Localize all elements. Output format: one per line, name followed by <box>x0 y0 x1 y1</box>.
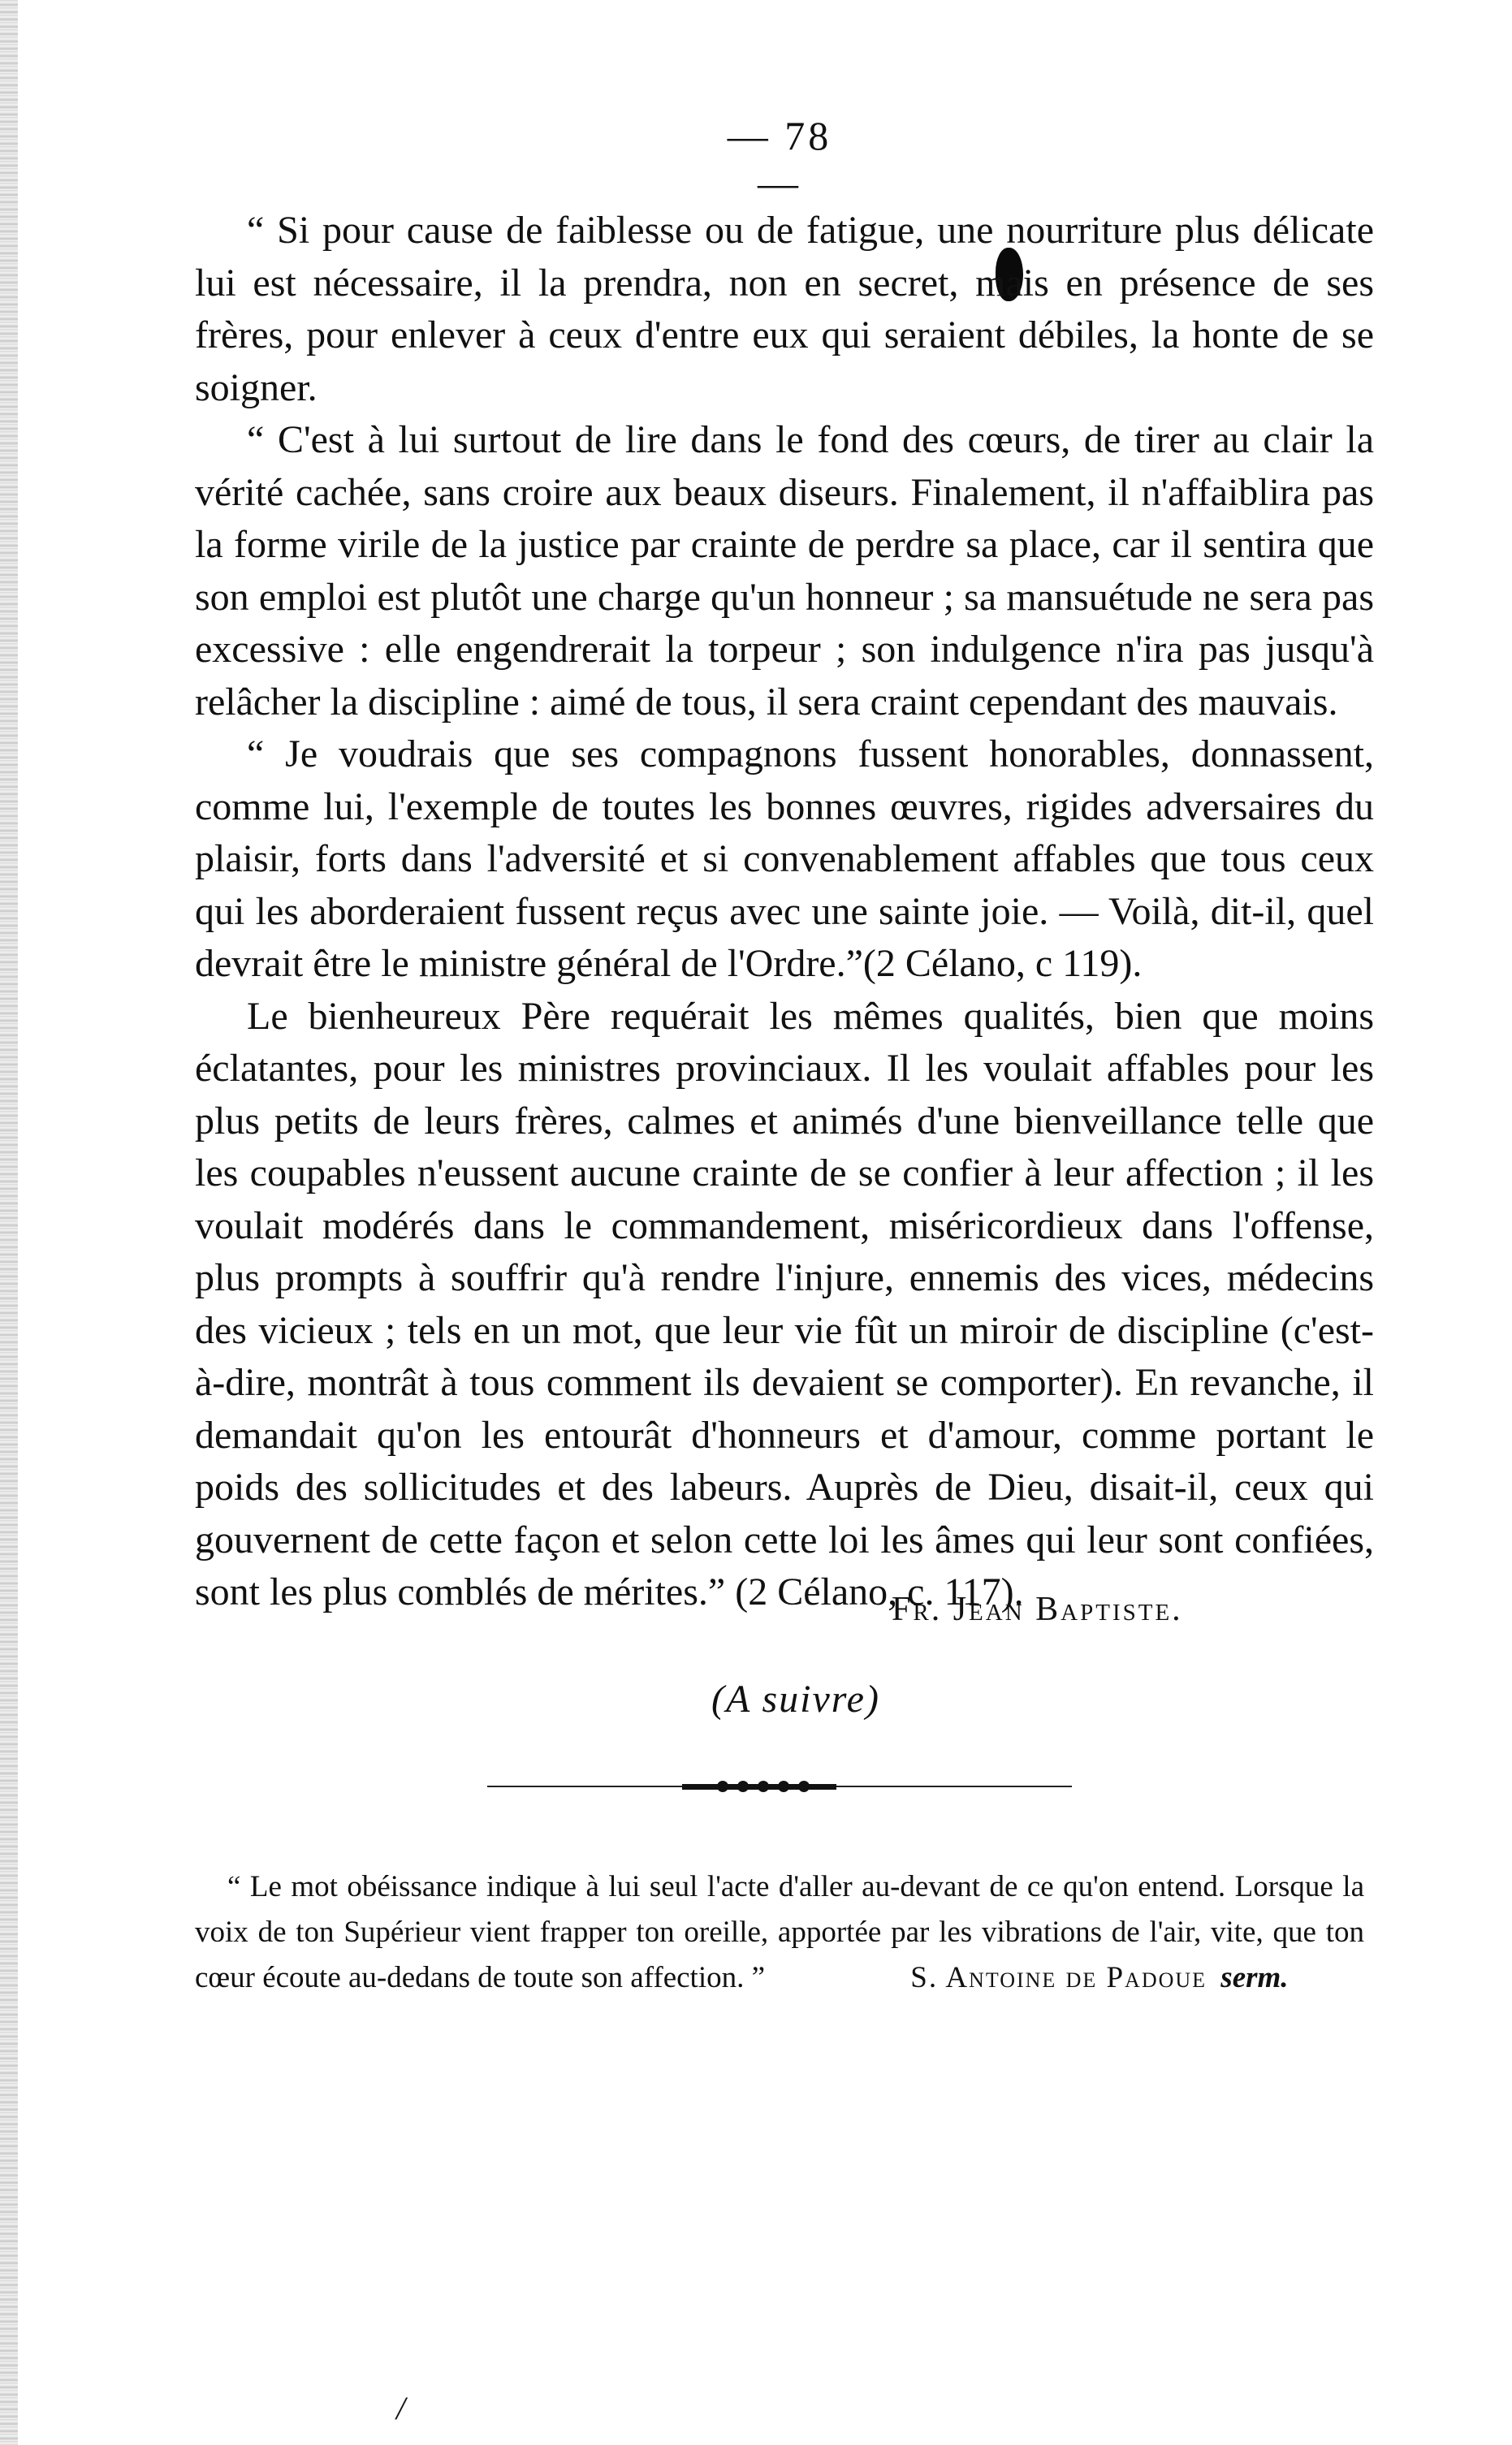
main-text <box>195 205 1374 1619</box>
quotation-source: S. Antoine de Padoue <box>910 1961 1207 1994</box>
scan-edge-shadow <box>0 0 18 2445</box>
ornamental-separator <box>487 1770 1072 1803</box>
page-number: — 78 — <box>727 113 832 205</box>
continued-note: (A suivre) <box>711 1678 880 1721</box>
page-mark: / <box>396 2390 406 2426</box>
quotation-source-abbr: serm. <box>1220 1961 1289 1994</box>
paragraph: Le bienheureux Père requérait les mêmes qualités, bien que moins éclatantes, pour les ministres provinciaux. Il les voulait affables pour les plus petits de leurs frères, calmes et animés d'une bienveillance telle que les coupables n'eussent aucune crainte de se confier à leur affection ; il les voulait modérés dans le commandement, miséricordieux dans l'offense, plus prompts à souffrir qu'à rendre l'injure, ennemis des vices, médecins des vicieux ; tels en un mot, que leur vie fût un miroir de discipline (c'est-à-dire, montrât à tous comment ils devaient se comporter). En revanche, il demandait qu'on les entourât d'honneurs et d'amour, comme portant le poids des sollicitudes et des labeurs. Auprès de Dieu, disait-il, ceux qui gouvernent de cette façon et selon cette loi les âmes qui leur sont confiées, sont les plus comblés de mérites.” (2 Célano, c. 117). <box>195 994 1374 1613</box>
quotation-text: “ Le mot obéissance indique à lui seul l'acte d'aller au-devant de ce qu'on entend. Lorsque la voix de ton Supérieur vient frapper ton oreille, apportée par les vibrations de l'air, vite, que ton cœur écoute au-dedans de toute son affection. ” <box>195 1870 1364 1994</box>
paragraph: “ C'est à lui surtout de lire dans le fond des cœurs, de tirer au clair la vérité cachée, sans croire aux beaux diseurs. Finalement, il n'affaiblira pas la forme virile de la justice par crainte de perdre sa place, car il sentira que son emploi est plutôt une charge qu'un honneur ; sa mansuétude ne sera pas excessive : elle engendrerait la torpeur ; son indulgence n'ira pas jusqu'à relâcher la discipline : aimé de tous, il sera craint cependant des mauvais. <box>195 418 1374 724</box>
quotation-block <box>195 1864 1364 2001</box>
paragraph: “ Si pour cause de faiblesse ou de fatigue, une nourriture plus délicate lui est nécessaire, il la prendra, non en secret, mais en présence de ses frères, pour enlever à ceux d'entre eux qui seraient débiles, la honte de se soigner. <box>195 209 1374 409</box>
author-signature: Fr. Jean Baptiste. <box>892 1591 1183 1628</box>
paragraph: “ Je voudrais que ses compagnons fussent honorables, donnassent, comme lui, l'exemple de toutes les bonnes œuvres, rigides adversaires du plaisir, forts dans l'adversité et si convenablement affables que tous ceux qui les aborderaient fussent reçus avec une sainte joie. — Voilà, dit-il, quel devrait être le ministre général de l'Ordre.”(2 Célano, c 119). <box>195 732 1374 985</box>
